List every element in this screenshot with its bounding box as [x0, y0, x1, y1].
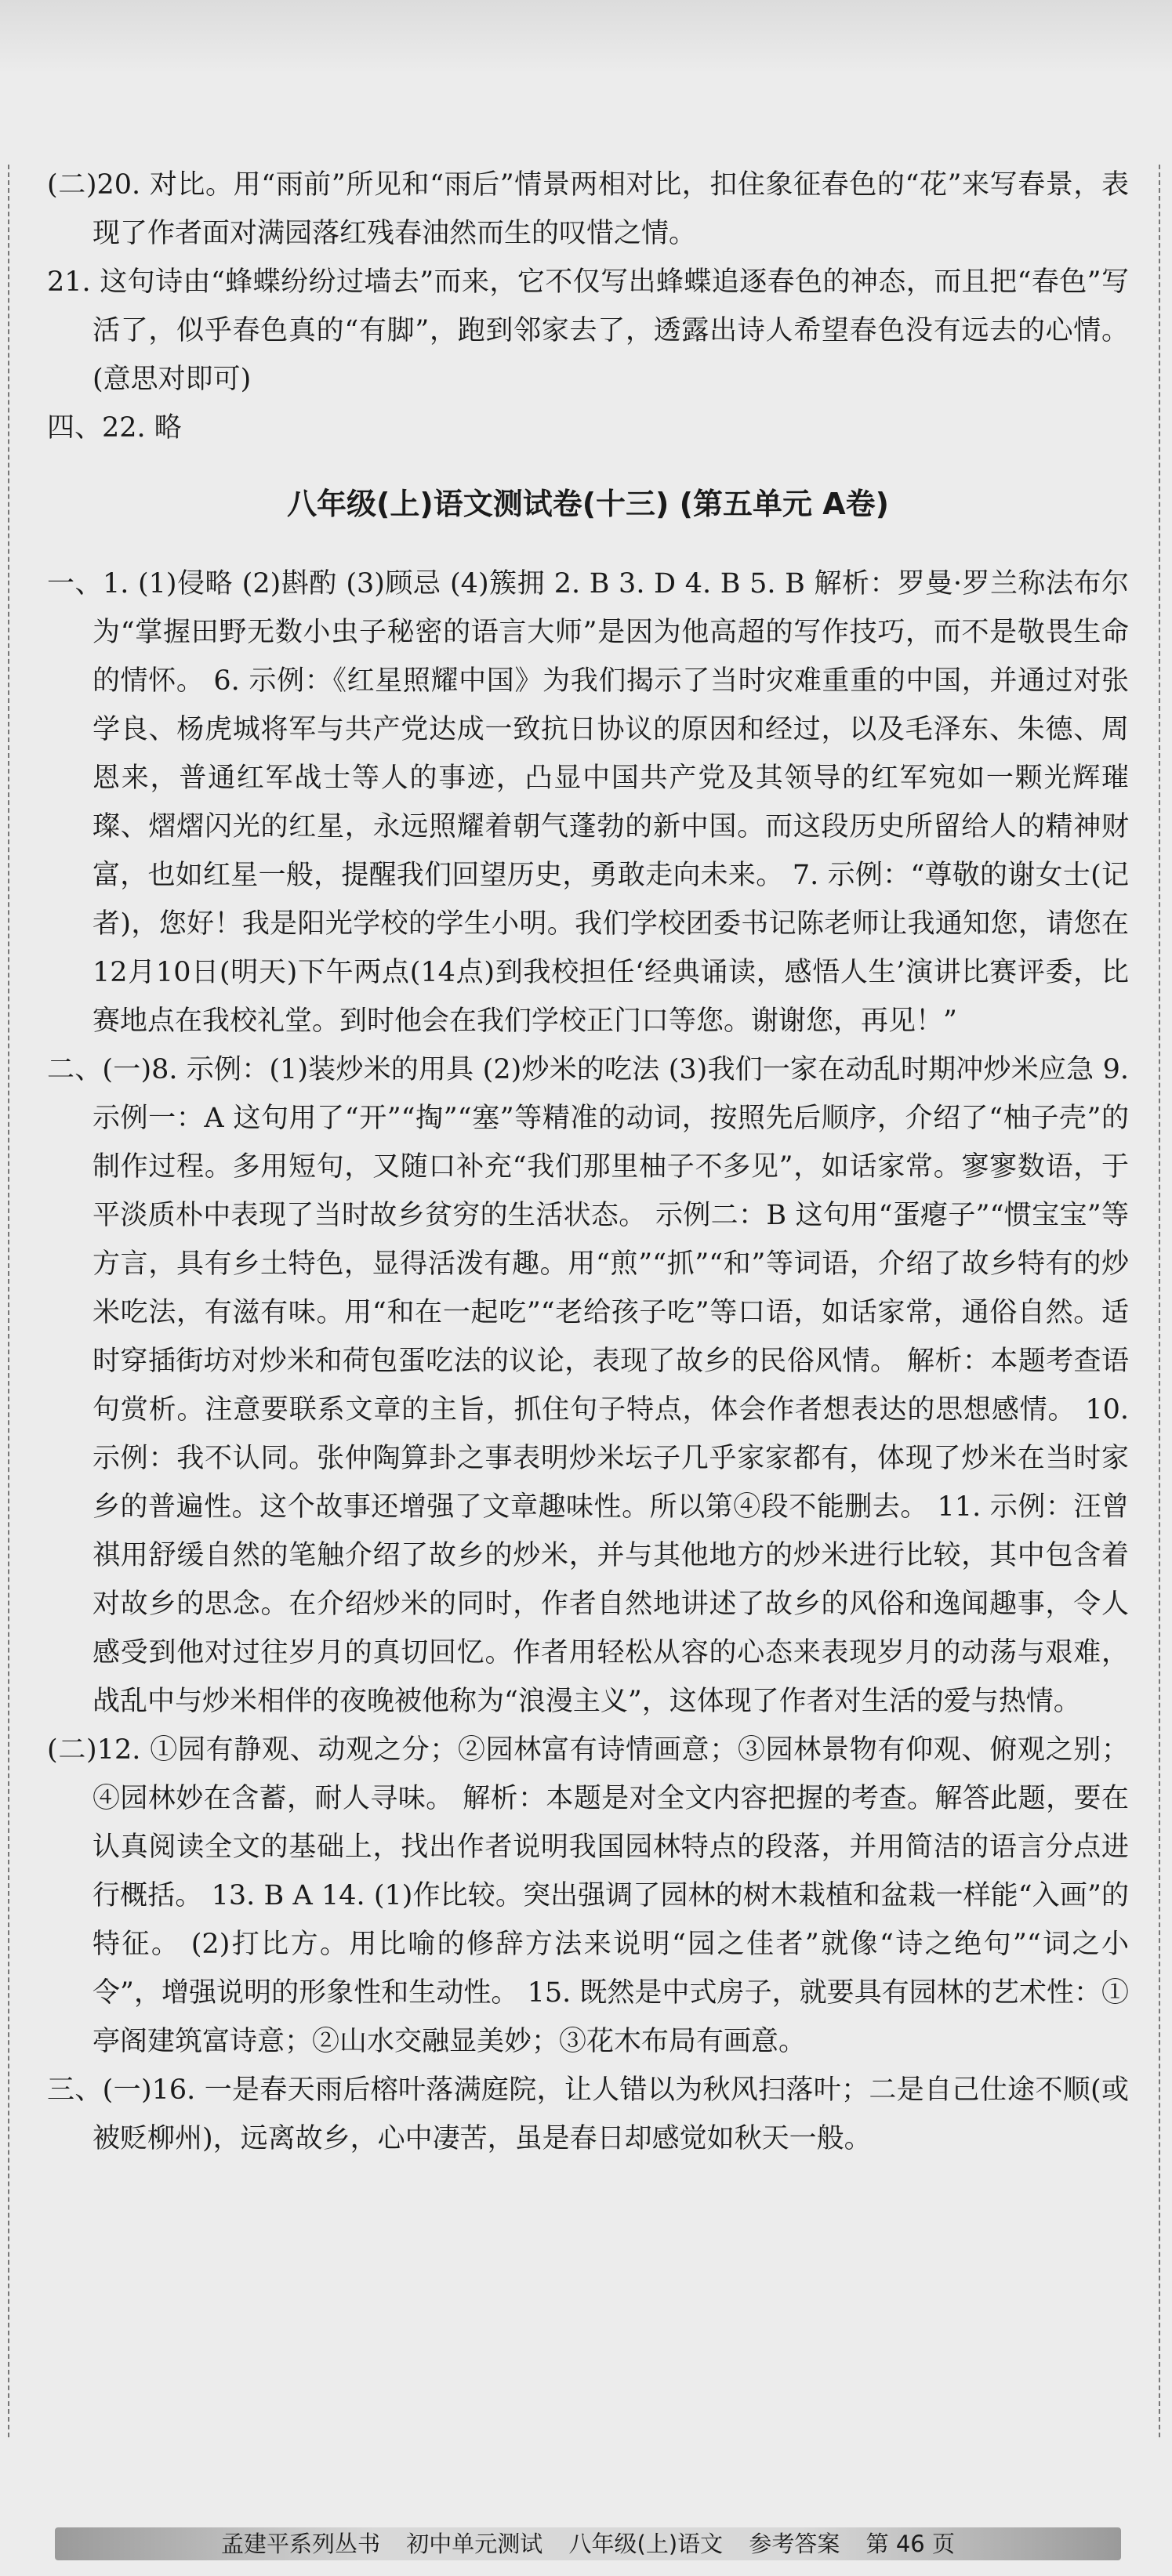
- section-three: 三、(一)16. 一是春天雨后榕叶落满庭院，让人错以为秋风扫落叶；二是自己仕途不顺(或被贬柳州)，远离故乡，心中凄苦，虽是春日却感觉如秋天一般。: [47, 2074, 1129, 2154]
- left-cut-line: [8, 165, 9, 2437]
- answer-content: [47, 161, 1129, 2163]
- footer-grade: 八年级(上)语文: [568, 2531, 724, 2557]
- page-footer: [55, 2527, 1121, 2560]
- top-shadow: [0, 0, 1172, 74]
- footer-answers: 参考答案: [749, 2531, 840, 2557]
- section-one: 一、1. (1)侵略 (2)斟酌 (3)顾忌 (4)簇拥 2. B 3. D 4. B 5. B 解析：罗曼·罗兰称法布尔为“掌握田野无数小虫子秘密的语言大师”是因为他高超的写作技巧，而不是敬畏生命的情怀。 6. 示例：《红星照耀中国》为我们揭示了当时灾难重重的中国，并通过对张学良、杨虎城将军与共产党达成一致抗日协议的原因和经过，以及毛泽东、朱德、周恩来，普通红军战士等人的事迹，凸显中国共产党及其领导的红军宛如一颗光辉璀璨、熠熠闪光的红星，永远照耀着朝气蓬勃的新中国。而这段历史所留给人的精神财富，也如红星一般，提醒我们回望历史，勇敢走向未来。 7. 示例：“尊敬的谢女士(记者)，您好！我是阳光学校的学生小明。我们学校团委书记陈老师让我通知您，请您在12月10日(明天)下午两点(14点)到我校担任‘经典诵读，感悟人生’演讲比赛评委，比赛地点在我校礼堂。到时他会在我们学校正门口等您。谢谢您，再见！”: [47, 568, 1129, 1037]
- section-two-part-one: 二、(一)8. 示例：(1)装炒米的用具 (2)炒米的吃法 (3)我们一家在动乱时期冲炒米应急 9. 示例一：A 这句用了“开”“掏”“塞”等精准的动词，按照先后顺序，介绍了“柚子壳”的制作过程。多用短句，又随口补充“我们那里柚子不多见”，如话家常。寥寥数语，于平淡质朴中表现了当时故乡贫穷的生活状态。 示例二：B 这句用“蛋瘪子”“惯宝宝”等方言，具有乡土特色，显得活泼有趣。用“煎”“抓”“和”等词语，介绍了故乡特有的炒米吃法，有滋有味。用“和在一起吃”“老给孩子吃”等口语，如话家常，通俗自然。适时穿插街坊对炒米和荷包蛋吃法的议论，表现了故乡的民俗风情。 解析：本题考查语句赏析。注意要联系文章的主旨，抓住句子特点，体会作者想表达的思想感情。 10. 示例：我不认同。张仲陶算卦之事表明炒米坛子几乎家家都有，体现了炒米在当时家乡的普遍性。这个故事还增强了文章趣味性。所以第④段不能删去。 11. 示例：汪曾祺用舒缓自然的笔触介绍了故乡的炒米，并与其他地方的炒米进行比较，其中包含着对故乡的思念。在介绍炒米的同时，作者自然地讲述了故乡的风俗和逸闻趣事，令人感受到他对过往岁月的真切回忆。作者用轻松从容的心态来表现岁月的动荡与艰难，战乱中与炒米相伴的夜晚被他称为“浪漫主义”，这体现了作者对生活的爱与热情。: [47, 1054, 1129, 1717]
- footer-book: 初中单元测试: [406, 2531, 543, 2557]
- test-title: 八年级(上)语文测试卷(十三) (第五单元 A卷): [286, 487, 890, 521]
- right-cut-line: [1159, 165, 1160, 2437]
- answer-20: (二)20. 对比。用“雨前”所见和“雨后”情景两相对比，扣住象征春色的“花”来写春景，表现了作者面对满园落红残春油然而生的叹惜之情。: [47, 169, 1129, 249]
- footer-series: 孟建平系列丛书: [221, 2531, 381, 2557]
- section-two-part-two: (二)12. ①园有静观、动观之分；②园林富有诗情画意；③园林景物有仰观、俯观之别；④园林妙在含蓄，耐人寻味。 解析：本题是对全文内容把握的考查。解答此题，要在认真阅读全文的基础上，找出作者说明我国园林特点的段落，并用简洁的语言分点进行概括。 13. B A 14. (1)作比较。突出强调了园林的树木栽植和盆栽一样能“入画”的特征。 (2)打比方。用比喻的修辞方法来说明“园之佳者”就像“诗之绝句”“词之小令”，增强说明的形象性和生动性。 15. 既然是中式房子，就要具有园林的艺术性：①亭阁建筑富诗意；②山水交融显美妙；③花木布局有画意。: [47, 1734, 1129, 2057]
- answer-21: 21. 这句诗由“蜂蝶纷纷过墙去”而来，它不仅写出蜂蝶追逐春色的神态，而且把“春色”写活了，似乎春色真的“有脚”，跑到邻家去了，透露出诗人希望春色没有远去的心情。(意思对即可): [47, 266, 1129, 395]
- answer-22: 四、22. 略: [47, 412, 182, 444]
- footer-page-number: 第 46 页: [865, 2531, 955, 2557]
